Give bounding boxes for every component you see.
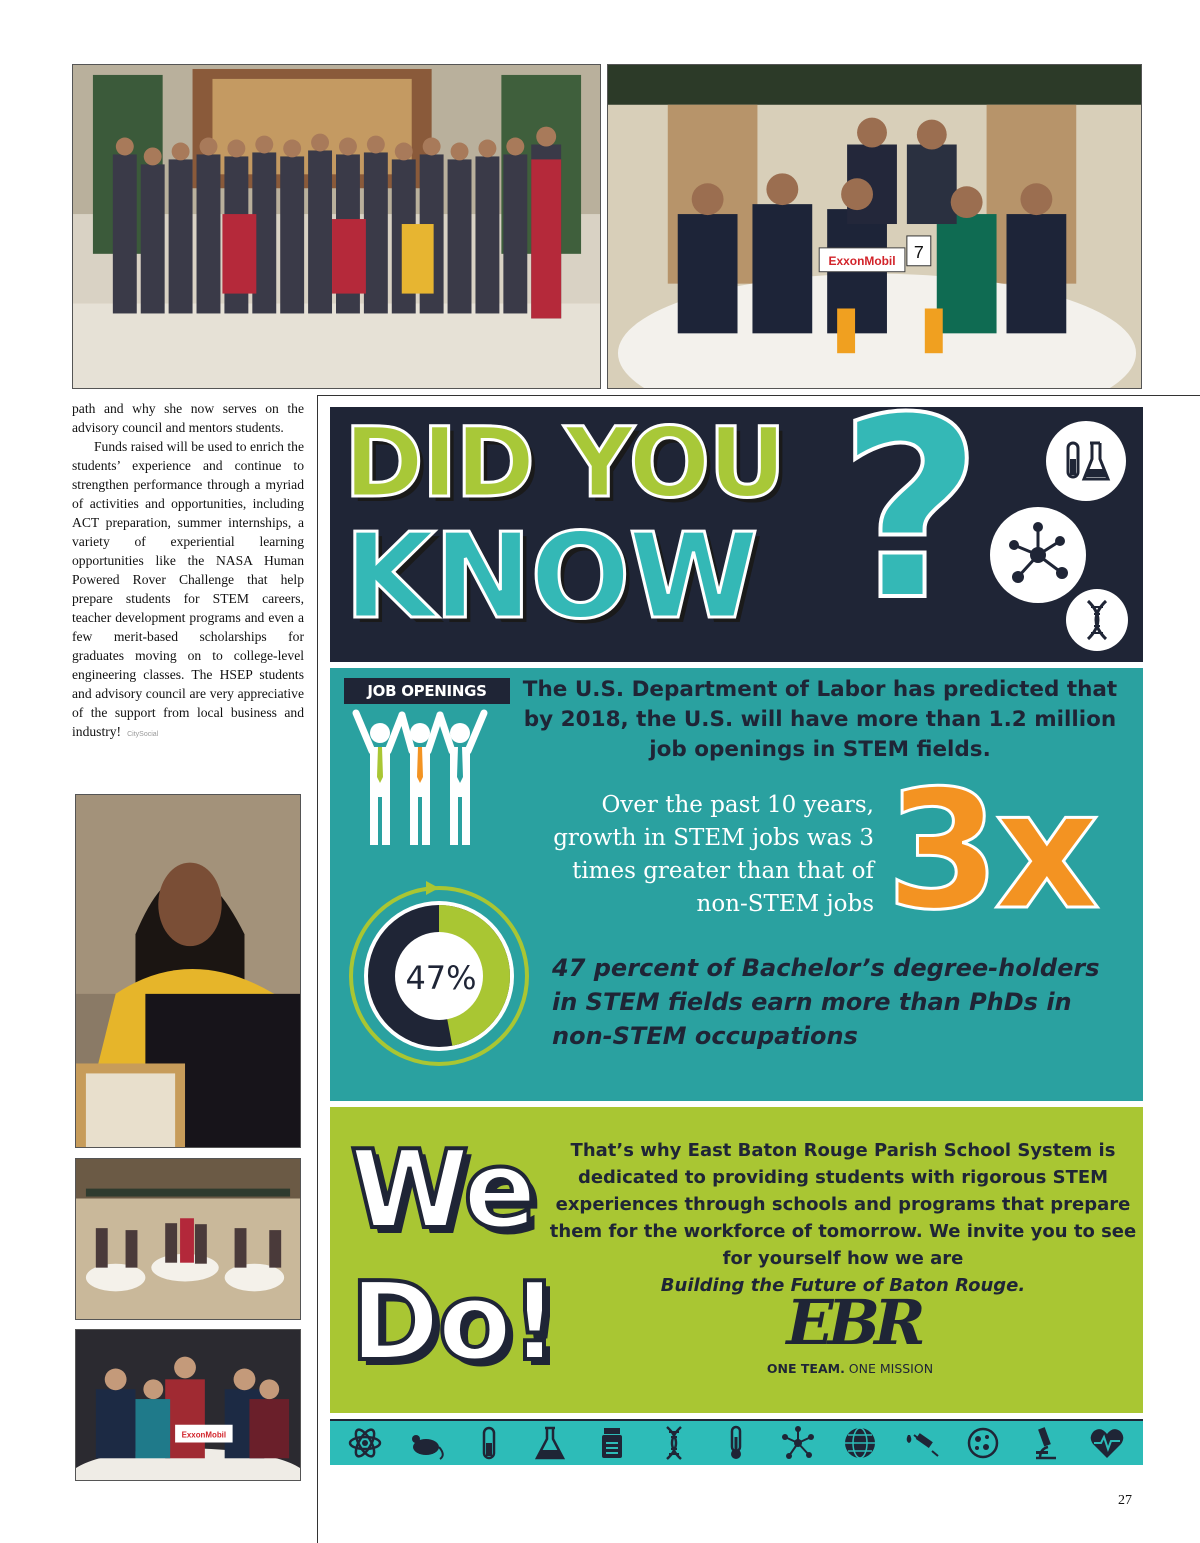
percent-label: 47%	[405, 959, 477, 997]
job-openings-people-icon	[350, 703, 490, 848]
ebr-logo	[735, 1287, 965, 1387]
article-paragraph-1: path and why she now serves on the advisory council and mentors students.	[72, 401, 304, 435]
photo-credit: CitySocial	[127, 731, 159, 738]
column-rule	[317, 395, 318, 1543]
speaker-photo	[75, 794, 301, 1148]
table-photo	[607, 64, 1142, 389]
percent-fact-text: 47 percent of Bachelor’s degree-holders in STEM fields earn more than PhDs in non-STEM occupations	[552, 954, 1100, 1050]
article-paragraph-2	[72, 437, 304, 744]
petri-dish-icon	[964, 1425, 1002, 1461]
science-icon-strip	[346, 1425, 1126, 1461]
stem-infographic	[330, 407, 1143, 1465]
dna-strand-icon	[655, 1425, 693, 1461]
lab-glassware-icon	[1046, 421, 1126, 501]
ebr-commitment-text	[548, 1137, 1138, 1299]
job-openings-badge: JOB OPENINGS	[344, 678, 510, 704]
donut-arrow	[426, 881, 439, 895]
thermometer-icon	[717, 1425, 755, 1461]
group-photo	[72, 64, 601, 389]
we-word: We	[350, 1128, 535, 1253]
dna-icon	[1066, 589, 1128, 651]
question-mark: ?	[838, 407, 982, 655]
growth-text: Over the past 10 years, growth in STEM jobs was 3 times greater than that of non-STEM jobs	[553, 792, 874, 917]
ballroom-photo	[75, 1158, 301, 1320]
article-paragraph-2-text: Funds raised will be used to enrich the students’ experience and continue to strengthen performance through a myriad of activities and opportunities, including ACT preparation, summer internships, a variety of experiential learning opportunities like the NASA Human Powered Rover Challenge that help prepare students for STEM careers, teacher development programs and even a few merit-based scholarships for graduates moving on to college-level engineering classes. The HSEP students and advisory council are very appreciative of the support from local business and industry!	[72, 439, 304, 739]
syringe-icon	[902, 1425, 940, 1461]
top-rule	[317, 395, 1200, 396]
page-number: 27	[1118, 1493, 1132, 1508]
exxon-sign-text: ExxonMobil	[828, 253, 896, 268]
globe-icon	[841, 1425, 879, 1461]
flask-icon	[531, 1425, 569, 1461]
ebr-slogan-rest: ONE MISSION	[844, 1361, 934, 1376]
pill-bottle-icon	[593, 1425, 631, 1461]
do-word: Do!	[350, 1260, 558, 1385]
labor-prediction-text: The U.S. Department of Labor has predicted that by 2018, the U.S. will have more than 1.2 million job openings in STEM fields.	[522, 677, 1118, 762]
article-text	[72, 399, 304, 744]
heartbeat-icon	[1088, 1425, 1126, 1461]
growth-multiplier: 3x	[886, 755, 1094, 946]
mouse-icon	[408, 1425, 446, 1461]
ebr-commitment-main: That’s why East Baton Rouge Parish School System is dedicated to providing students with rigorous STEM experiences through schools and programs that prepare them for the workforce of tomorrow. We invite you to see for yourself how we are	[549, 1140, 1137, 1269]
ebr-slogan	[735, 1361, 965, 1376]
test-tube-icon	[470, 1425, 508, 1461]
exxon-sign-text-2: ExxonMobil	[181, 1430, 227, 1440]
molecule-strip-icon	[779, 1425, 817, 1461]
guests-photo	[75, 1329, 301, 1481]
ebr-slogan-bold: ONE TEAM.	[766, 1361, 845, 1376]
ebr-commitment-tagline: Building the Future of Baton Rouge.	[660, 1275, 1026, 1296]
atom-icon	[346, 1425, 384, 1461]
microscope-icon	[1026, 1425, 1064, 1461]
ebr-logo-mark: EBR	[786, 1286, 920, 1359]
headline-did-you: DID YOU	[344, 407, 785, 519]
percent-donut-chart	[344, 881, 534, 1071]
table-number-text: 7	[913, 241, 924, 262]
headline-know: KNOW	[344, 507, 757, 645]
